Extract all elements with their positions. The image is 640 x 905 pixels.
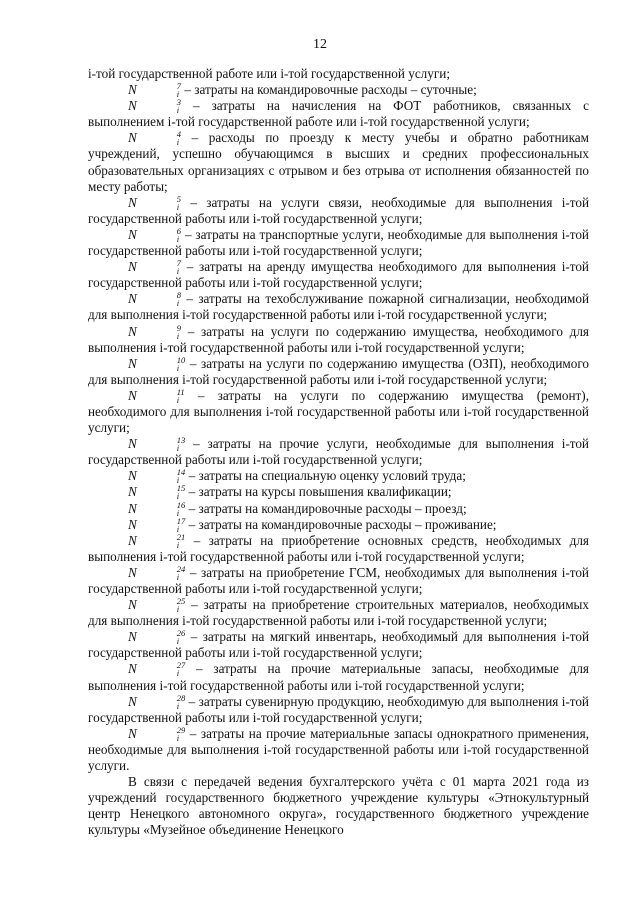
symbol-subscript: i bbox=[176, 636, 180, 647]
paragraph bbox=[88, 726, 589, 774]
symbol-superscript: 5 bbox=[176, 193, 182, 204]
symbol-superscript: 29 bbox=[176, 724, 186, 735]
symbol-subscript: i bbox=[176, 266, 180, 277]
symbol-superscript: 14 bbox=[176, 467, 186, 478]
symbol-subscript: i bbox=[176, 507, 180, 518]
paragraph bbox=[88, 533, 589, 565]
symbol-superscript: 21 bbox=[176, 531, 186, 542]
paragraph-text: – затраты на командировочные расходы – суточные; bbox=[181, 82, 477, 98]
symbol-superscript: 7 bbox=[176, 81, 182, 92]
symbol-subscript: i bbox=[176, 443, 180, 454]
symbol-superscript: 25 bbox=[176, 596, 186, 607]
paragraph bbox=[88, 324, 589, 356]
formula-symbol: N 7 i bbox=[128, 81, 182, 100]
formula-symbol: N 4 i bbox=[128, 129, 182, 148]
paragraph bbox=[88, 501, 589, 517]
symbol-superscript: 8 bbox=[176, 290, 182, 301]
formula-symbol: N 11 i bbox=[128, 386, 185, 405]
symbol-superscript: 9 bbox=[176, 322, 182, 333]
symbol-superscript: 7 bbox=[176, 258, 182, 269]
paragraph bbox=[88, 66, 589, 82]
formula-symbol: N 9 i bbox=[128, 322, 182, 341]
formula-symbol: N 3 i bbox=[128, 97, 182, 116]
paragraph-text: – затраты на аренду имущества необходимого для выполнения i-той государственной работы или i-той государственной услуги; bbox=[88, 259, 589, 291]
paragraph bbox=[88, 82, 589, 98]
symbol-subscript: i bbox=[176, 105, 180, 116]
formula-symbol: N 13 i bbox=[128, 435, 186, 454]
formula-symbol: N 15 i bbox=[128, 483, 186, 502]
symbol-subscript: i bbox=[176, 604, 180, 615]
paragraph-text: – расходы по проезду к месту учебы и обратно работникам учреждений, успешно обучающимся в высших и средних профессиональных образовательных организациях с отрывом и без отрыва от исполнения обязанностей по месту работы; bbox=[88, 130, 589, 194]
paragraph bbox=[88, 484, 589, 500]
paragraph bbox=[88, 468, 589, 484]
symbol-subscript: i bbox=[176, 298, 180, 309]
symbol-superscript: 28 bbox=[176, 692, 186, 703]
symbol-subscript: i bbox=[176, 89, 180, 100]
symbol-superscript: 6 bbox=[176, 225, 182, 236]
formula-symbol: N 24 i bbox=[128, 563, 186, 582]
paragraph-text: – затраты на услуги по содержанию имущества (ремонт), необходимого для выполнения i-той государственной работы или i-той государственной услуги; bbox=[88, 387, 589, 436]
paragraph bbox=[88, 356, 589, 388]
paragraph bbox=[88, 597, 589, 629]
paragraph-text: – затраты на приобретение строительных материалов, необходимых для выполнения i-той государственной работы или i-той государственной услуги; bbox=[88, 597, 589, 629]
paragraph-text: – затраты на прочие материальные запасы, необходимые для выполнения i-той государственной работы или i-той государственной услуги; bbox=[88, 661, 589, 693]
paragraph-text: – затраты на услуги по содержанию имущества (ОЗП), необходимого для выполнения i-той государственной работы или i-той государственной услуги; bbox=[88, 355, 589, 387]
symbol-superscript: 3 bbox=[176, 97, 182, 108]
paragraph bbox=[88, 227, 589, 259]
paragraph-text: В связи с передачей ведения бухгалтерского учёта с 01 марта 2021 года из учреждений государственного бюджетного учреждение культуры «Этнокультурный центр Ненецкого автономного округа», государственного бюджетного учреждение культуры «Музейное объединение Ненецкого bbox=[88, 774, 589, 838]
paragraph bbox=[88, 436, 589, 468]
formula-symbol: N 5 i bbox=[128, 193, 182, 212]
formula-symbol: N 8 i bbox=[128, 290, 182, 309]
paragraph bbox=[88, 195, 589, 227]
symbol-superscript: 24 bbox=[176, 563, 186, 574]
paragraph bbox=[88, 629, 589, 661]
document-body bbox=[88, 66, 589, 839]
symbol-superscript: 11 bbox=[176, 386, 185, 397]
paragraph-text: – затраты на транспортные услуги, необходимые для выполнения i-той государственной работы или i-той государственной услуги; bbox=[88, 226, 589, 259]
symbol-subscript: i bbox=[176, 523, 180, 534]
paragraph bbox=[88, 291, 589, 323]
paragraph bbox=[88, 130, 589, 194]
formula-symbol: N 16 i bbox=[128, 499, 186, 518]
symbol-subscript: i bbox=[176, 732, 180, 743]
formula-symbol: N 29 i bbox=[128, 724, 186, 743]
paragraph-text: – затраты на прочие материальные запасы однократного применения, необходимые для выполнения i-той государственной работы или i-той государственной услуги. bbox=[88, 725, 589, 774]
paragraph bbox=[88, 98, 589, 130]
paragraph-text: – затраты на командировочные расходы – проживание; bbox=[185, 516, 497, 532]
symbol-subscript: i bbox=[176, 475, 180, 486]
paragraph-text: – затраты на техобслуживание пожарной сигнализации, необходимой для выполнения i-той государственной работы или i-той государственной услуги; bbox=[88, 291, 589, 323]
paragraph bbox=[88, 565, 589, 597]
symbol-subscript: i bbox=[176, 394, 180, 405]
formula-symbol: N 7 i bbox=[128, 258, 182, 277]
paragraph bbox=[88, 259, 589, 291]
paragraph bbox=[88, 388, 589, 436]
formula-symbol: N 27 i bbox=[128, 660, 186, 679]
symbol-subscript: i bbox=[176, 700, 180, 711]
symbol-superscript: 4 bbox=[176, 129, 182, 140]
symbol-subscript: i bbox=[176, 330, 180, 341]
symbol-subscript: i bbox=[176, 668, 180, 679]
paragraph-text: – затраты на начисления на ФОТ работников, связанных с выполнением i-той государственной работе или i-той государственной услуги; bbox=[88, 98, 589, 130]
symbol-superscript: 17 bbox=[176, 515, 186, 526]
paragraph-text: – затраты на командировочные расходы – проезд; bbox=[185, 500, 467, 516]
symbol-subscript: i bbox=[176, 491, 180, 502]
paragraph-text: – затраты на курсы повышения квалификации; bbox=[185, 484, 452, 500]
symbol-subscript: i bbox=[176, 539, 180, 550]
paragraph-text: – затраты на приобретение ГСМ, необходимых для выполнения i-той государственной работы или i-той государственной услуги; bbox=[88, 564, 589, 596]
page-number: 12 bbox=[313, 37, 327, 52]
paragraph-text: – затраты на приобретение основных средств, необходимых для выполнения i-той государственной работы или i-той государственной услуги; bbox=[88, 532, 589, 564]
symbol-subscript: i bbox=[176, 233, 180, 244]
symbol-subscript: i bbox=[176, 137, 180, 148]
paragraph-text: – затраты на мягкий инвентарь, необходимый для выполнения i-той государственной работы или i-той государственной услуги; bbox=[88, 629, 589, 661]
paragraph bbox=[88, 774, 589, 838]
paragraph bbox=[88, 694, 589, 726]
formula-symbol: N 14 i bbox=[128, 467, 186, 486]
symbol-subscript: i bbox=[176, 362, 180, 373]
paragraph-text: – затраты на прочие услуги, необходимые для выполнения i-той государственной работы или i-той государственной услуги; bbox=[88, 436, 589, 468]
paragraph-text: – затраты на услуги по содержанию имущества, необходимого для выполнения i-той государственной работы или i-той государственной услуги; bbox=[88, 323, 589, 355]
paragraph-text: – затраты на специальную оценку условий труда; bbox=[185, 468, 466, 484]
formula-symbol: N 10 i bbox=[128, 354, 186, 373]
formula-symbol: N 25 i bbox=[128, 596, 186, 615]
symbol-superscript: 10 bbox=[176, 354, 186, 365]
symbol-superscript: 26 bbox=[176, 628, 186, 639]
symbol-superscript: 15 bbox=[176, 483, 186, 494]
formula-symbol: N 28 i bbox=[128, 692, 186, 711]
paragraph bbox=[88, 517, 589, 533]
formula-symbol: N 17 i bbox=[128, 515, 186, 534]
paragraph-text: i-той государственной работе или i-той государственной услуги; bbox=[88, 66, 450, 81]
formula-symbol: N 21 i bbox=[128, 531, 186, 550]
paragraph-text: – затраты сувенирную продукцию, необходимую для выполнения i-той государственной работы или i-той государственной услуги; bbox=[88, 693, 589, 725]
symbol-superscript: 27 bbox=[176, 660, 186, 671]
symbol-superscript: 13 bbox=[176, 435, 186, 446]
formula-symbol: N 6 i bbox=[128, 225, 182, 244]
paragraph-text: – затраты на услуги связи, необходимые для выполнения i-той государственной работы или i-той государственной услуги; bbox=[88, 194, 589, 226]
symbol-subscript: i bbox=[176, 571, 180, 582]
symbol-superscript: 16 bbox=[176, 499, 186, 510]
formula-symbol: N 26 i bbox=[128, 628, 186, 647]
symbol-subscript: i bbox=[176, 201, 180, 212]
paragraph bbox=[88, 661, 589, 693]
